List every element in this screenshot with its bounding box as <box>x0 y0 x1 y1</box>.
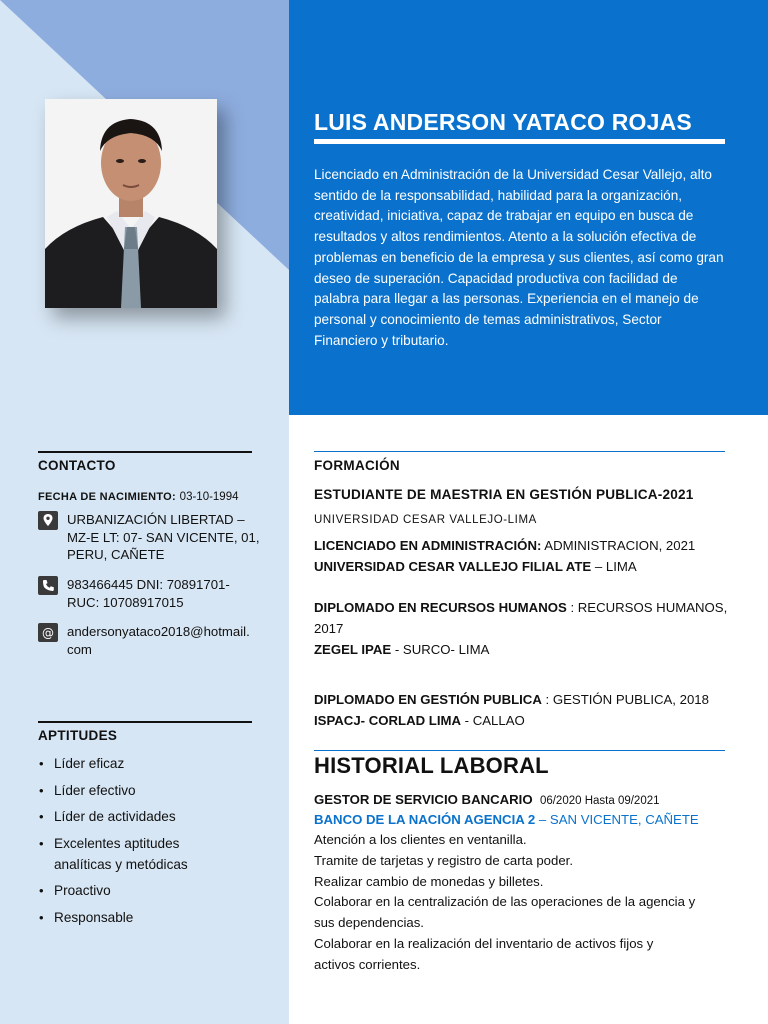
email-line: andersonyataco2018@hotmail. <box>67 624 250 639</box>
degree-school-line <box>314 557 724 578</box>
master-school: UNIVERSIDAD CESAR VALLEJO-LIMA <box>314 514 537 526</box>
master-title: ESTUDIANTE DE MAESTRIA EN GESTIÓN PUBLICA-2021 <box>314 487 694 502</box>
address <box>67 511 279 564</box>
degree-line <box>314 536 724 557</box>
phone-icon <box>38 576 58 595</box>
job-duty: sus dependencias. <box>314 915 424 930</box>
job-duty: activos corrientes. <box>314 957 421 972</box>
at-sign-icon <box>38 623 58 642</box>
contact-section-title: CONTACTO <box>38 458 116 473</box>
gp-diploma-school-line <box>314 711 724 732</box>
contact-divider <box>38 451 252 453</box>
job-role: GESTOR DE SERVICIO BANCARIO <box>314 792 533 807</box>
skills-section-title: APTITUDES <box>38 728 118 743</box>
address-line: PERU, CAÑETE <box>67 547 165 562</box>
degree-school-location: – LIMA <box>591 559 637 574</box>
hr-diploma-school: ZEGEL IPAE <box>314 642 392 657</box>
education-divider <box>314 451 725 452</box>
job-location: – SAN VICENTE, CAÑETE <box>535 812 699 827</box>
education-section-title: FORMACIÓN <box>314 458 400 473</box>
name-underline <box>314 139 725 144</box>
job-role-line <box>314 790 724 812</box>
work-section-title: HISTORIAL LABORAL <box>314 753 549 778</box>
job-dates: 06/2020 Hasta 09/2021 <box>539 795 660 807</box>
candidate-name: LUIS ANDERSON YATACO ROJAS <box>314 109 692 135</box>
profile-photo <box>45 99 217 308</box>
hr-diploma-label: DIPLOMADO EN RECURSOS HUMANOS <box>314 600 567 615</box>
hr-diploma-location: - SURCO- LIMA <box>391 642 490 657</box>
job-company-line <box>314 810 724 831</box>
email-line: com <box>67 641 92 657</box>
gp-diploma-school: ISPACJ- CORLAD LIMA <box>314 713 462 728</box>
phone-line: RUC: 10708917015 <box>67 594 184 610</box>
job-company: BANCO DE LA NACIÓN AGENCIA 2 <box>314 812 536 827</box>
address-line: URBANIZACIÓN LIBERTAD – <box>67 512 245 527</box>
job-duty: Colaborar en la centralización de las operaciones de la agencia y <box>314 894 696 909</box>
skills-list <box>38 753 278 933</box>
skill-item: • Responsable <box>38 907 278 928</box>
skill-item: • Líder efectivo <box>38 780 278 801</box>
hr-diploma-school-line <box>314 640 724 661</box>
birth-date <box>38 487 239 507</box>
gp-diploma-value: : GESTIÓN PUBLICA, 2018 <box>541 692 709 707</box>
degree-school: UNIVERSIDAD CESAR VALLEJO FILIAL ATE <box>314 559 592 574</box>
skill-item: • Excelentes aptitudes analíticas y metódicas <box>38 833 278 875</box>
birth-date-label: FECHA DE NACIMIENTO: <box>38 491 176 503</box>
address-line: MZ-E LT: 07- SAN VICENTE, 01, <box>67 529 260 545</box>
hr-diploma-value: : RECURSOS HUMANOS, <box>566 600 728 615</box>
job-duty: Atención a los clientes en ventanilla. <box>314 832 527 847</box>
degree-label: LICENCIADO EN ADMINISTRACIÓN: <box>314 538 542 553</box>
hr-diploma-year: 2017 <box>314 621 344 636</box>
job-duty: Colaborar en la realización del inventario de activos fijos y <box>314 936 654 951</box>
gp-diploma-location: - CALLAO <box>461 713 525 728</box>
work-divider <box>314 750 725 751</box>
gp-diploma-label: DIPLOMADO EN GESTIÓN PUBLICA <box>314 692 542 707</box>
degree-value: ADMINISTRACION, 2021 <box>541 538 696 553</box>
hr-diploma-line <box>314 598 728 619</box>
job-duty: Tramite de tarjetas y registro de carta poder. <box>314 853 573 868</box>
gp-diploma-line <box>314 690 724 711</box>
skills-divider <box>38 721 252 723</box>
skill-item: • Líder de actividades <box>38 806 278 827</box>
phone-and-ids <box>67 576 279 611</box>
email <box>67 623 279 658</box>
skill-item: • Líder eficaz <box>38 753 278 774</box>
job-duty: Realizar cambio de monedas y billetes. <box>314 874 544 889</box>
birth-date-value: 03-10-1994 <box>179 491 239 503</box>
skill-item: • Proactivo <box>38 880 278 901</box>
profile-summary: Licenciado en Administración de la Universidad Cesar Vallejo, alto sentido de la responsabilidad, habilidad para la organización, creatividad, iniciativa, capaz de trabajar en equipo en busca de resultados y altos rendimientos. Atento a la solución efectiva de problemas en beneficio de la empresa y sus clientes, así como gran deseo de superación. Capacidad productiva con facilidad de palabra para llegar a las personas. Experiencia en el manejo de personal y conocimiento de temas administrativos, Sector Financiero y tributario. <box>314 167 724 348</box>
svg-text:@: @ <box>42 626 54 640</box>
location-pin-icon <box>38 511 58 530</box>
phone-line: 983466445 DNI: 70891701- <box>67 577 230 592</box>
